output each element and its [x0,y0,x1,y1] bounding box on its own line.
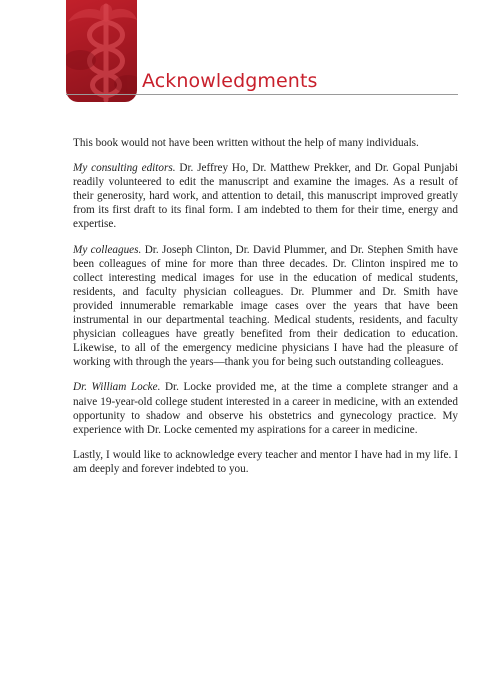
colleagues-paragraph [73,243,458,370]
william-locke-paragraph [73,380,458,436]
title-divider [66,94,458,95]
intro-paragraph [73,136,458,150]
paragraph-text: Dr. Locke provided me, at the time a complete stranger and a naive 19-year-old college student interested in a career in medicine, with an extended opportunity to shadow and observe his obstetrics and gynecology practice. My experience with Dr. Locke cemented my aspirations for a career in medicine. [73,381,458,436]
paragraph-text: Dr. Jeffrey Ho, Dr. Matthew Prekker, and Dr. Gopal Punjabi readily volunteered to edit the manuscript and examine the images. As a result of their generosity, hard work, and attention to detail, this manuscript improved greatly from its first draft to its final form. I am indebted to them for their time, energy and expertise. [73,162,458,231]
paragraph-text: This book would not have been written without the help of many individuals. [73,137,419,149]
paragraph-text: Lastly, I would like to acknowledge every teacher and mentor I have had in my life. I am deeply and forever indebted to you. [73,448,458,475]
acknowledgments-body [73,136,458,487]
paragraph-text: Dr. Joseph Clinton, Dr. David Plummer, and Dr. Stephen Smith have been colleagues of mine for more than three decades. Dr. Clinton inspired me to collect interesting medical images for use in the education of medical students, residents, and faculty physician colleagues. Dr. Plummer and Dr. Smith have provided innumerable remarkable image cases over the years that have been instrumental in our departmental teaching. Medical students, residents, and faculty physician colleagues have greatly benefited from their dedication to education. Likewise, to all of the emergency medicine physicians I have had the pleasure of working with through the years—thank you for being such outstanding colleagues. [73,243,458,369]
chapter-tab [66,0,137,102]
paragraph-lead-in: Dr. William Locke. [73,381,161,394]
consulting-editors-paragraph [73,161,458,231]
page-title: Acknowledgments [142,70,318,92]
closing-paragraph [73,448,458,476]
paragraph-lead-in: My consulting editors. [73,162,176,175]
paragraph-lead-in: My colleagues. [73,243,142,256]
caduceus-emblem-icon [66,0,137,102]
